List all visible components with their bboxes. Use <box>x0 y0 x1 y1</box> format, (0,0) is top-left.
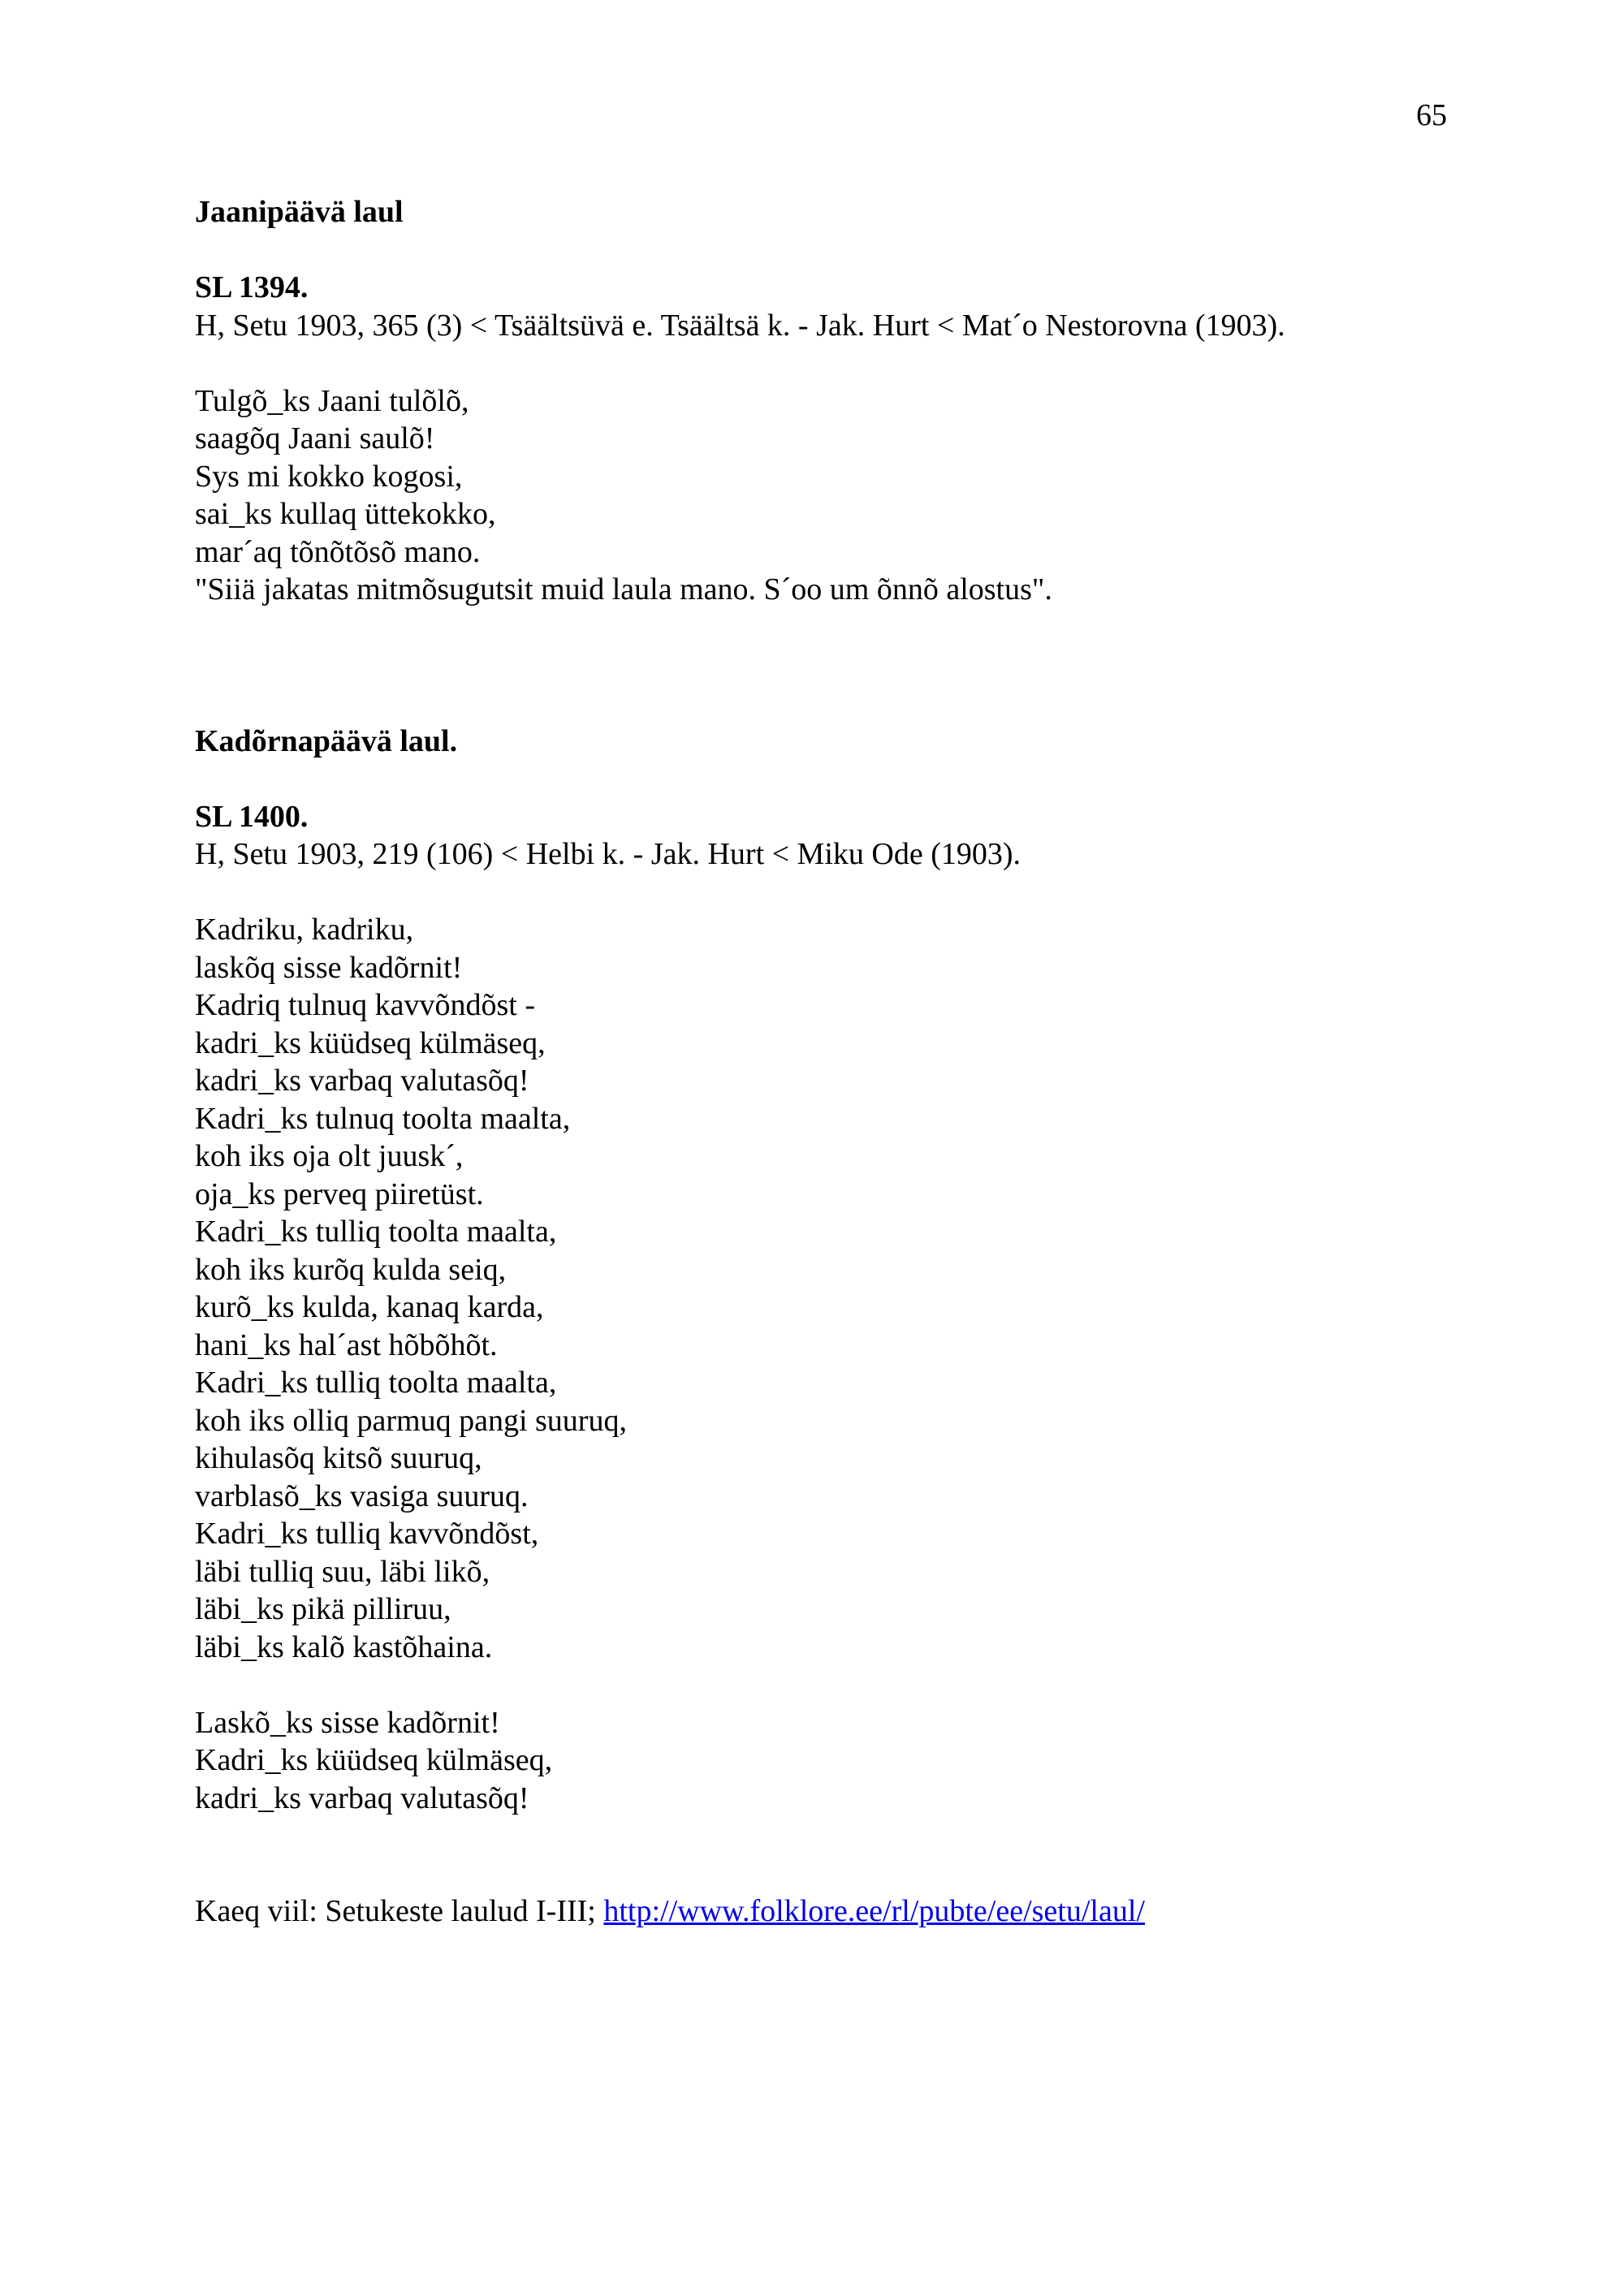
lyric-line: Kadri_ks küüdseq külmäseq, <box>195 1743 553 1777</box>
lyric-line: mar´aq tõnõtõsõ mano. <box>195 534 481 569</box>
song-section-kadornapaeva <box>195 723 1462 1818</box>
page-number: 65 <box>1416 98 1447 132</box>
lyric-line: kihulasõq kitsõ suuruq, <box>195 1441 482 1475</box>
lyric-line: Sys mi kokko kogosi, <box>195 459 463 494</box>
song-lyrics <box>195 911 1462 1666</box>
lyric-line: oja_ks perveq piiretüst. <box>195 1176 484 1211</box>
song-reference: SL 1394. <box>195 270 309 304</box>
lyric-line: kadri_ks varbaq valutasõq! <box>195 1780 529 1815</box>
further-reading-label: Kaeq viil: Setukeste laulud I-III; <box>195 1894 604 1928</box>
document-body <box>195 193 1462 1931</box>
lyric-line: läbi tulliq suu, läbi likõ, <box>195 1554 490 1589</box>
lyric-line: Kadri_ks tulnuq toolta maalta, <box>195 1101 571 1136</box>
song-reference: SL 1400. <box>195 799 309 834</box>
lyric-line: Kadriku, kadriku, <box>195 913 414 947</box>
section-title: Jaanipäävä laul <box>195 195 404 229</box>
lyric-line: Laskõ_ks sisse kadõrnit! <box>195 1705 500 1740</box>
lyric-line: kadri_ks küüdseq külmäseq, <box>195 1025 546 1060</box>
lyric-line: sai_ks kullaq üttekokko, <box>195 497 496 531</box>
folklore-link[interactable]: http://www.folklore.ee/rl/pubte/ee/setu/laul/ <box>603 1894 1145 1928</box>
song-lyrics <box>195 382 1462 609</box>
lyric-line: koh iks oja olt juusk´, <box>195 1139 464 1173</box>
lyric-line: laskõq sisse kadõrnit! <box>195 950 463 985</box>
lyric-line: saagõq Jaani saulõ! <box>195 421 435 455</box>
lyric-line: varblasõ_ks vasiga suuruq. <box>195 1478 529 1513</box>
further-reading <box>195 1892 1462 1931</box>
song-source: H, Setu 1903, 219 (106) < Helbi k. - Jak. Hurt < Miku Ode (1903). <box>195 837 1021 871</box>
song-source: H, Setu 1903, 365 (3) < Tsäältsüvä e. Tsäältsä k. - Jak. Hurt < Mat´o Nestorovna (1903). <box>195 308 1285 343</box>
section-title: Kadõrnapäävä laul. <box>195 723 458 758</box>
lyric-line: Kadri_ks tulliq toolta maalta, <box>195 1215 557 1249</box>
lyric-line: koh iks olliq parmuq pangi suuruq, <box>195 1403 627 1438</box>
lyric-line: kurõ_ks kulda, kanaq karda, <box>195 1290 544 1324</box>
lyric-line: Kadri_ks tulliq kavvõndõst, <box>195 1517 539 1551</box>
lyric-line: läbi_ks kalõ kastõhaina. <box>195 1629 493 1664</box>
lyric-line: Tulgõ_ks Jaani tulõlõ, <box>195 383 469 418</box>
lyric-line: koh iks kurõq kulda seiq, <box>195 1252 507 1287</box>
lyric-line: hani_ks hal´ast hõbõhõt. <box>195 1327 498 1362</box>
lyric-line: "Siiä jakatas mitmõsugutsit muid laula mano. S´oo um õnnõ alostus". <box>195 572 1052 606</box>
lyric-line: läbi_ks pikä pilliruu, <box>195 1592 451 1626</box>
song-section-jaanipaeva <box>195 193 1462 609</box>
lyric-line: kadri_ks varbaq valutasõq! <box>195 1064 529 1098</box>
lyric-line: Kadri_ks tulliq toolta maalta, <box>195 1366 557 1400</box>
song-lyrics-refrain <box>195 1704 1462 1818</box>
lyric-line: Kadriq tulnuq kavvõndõst - <box>195 988 536 1022</box>
